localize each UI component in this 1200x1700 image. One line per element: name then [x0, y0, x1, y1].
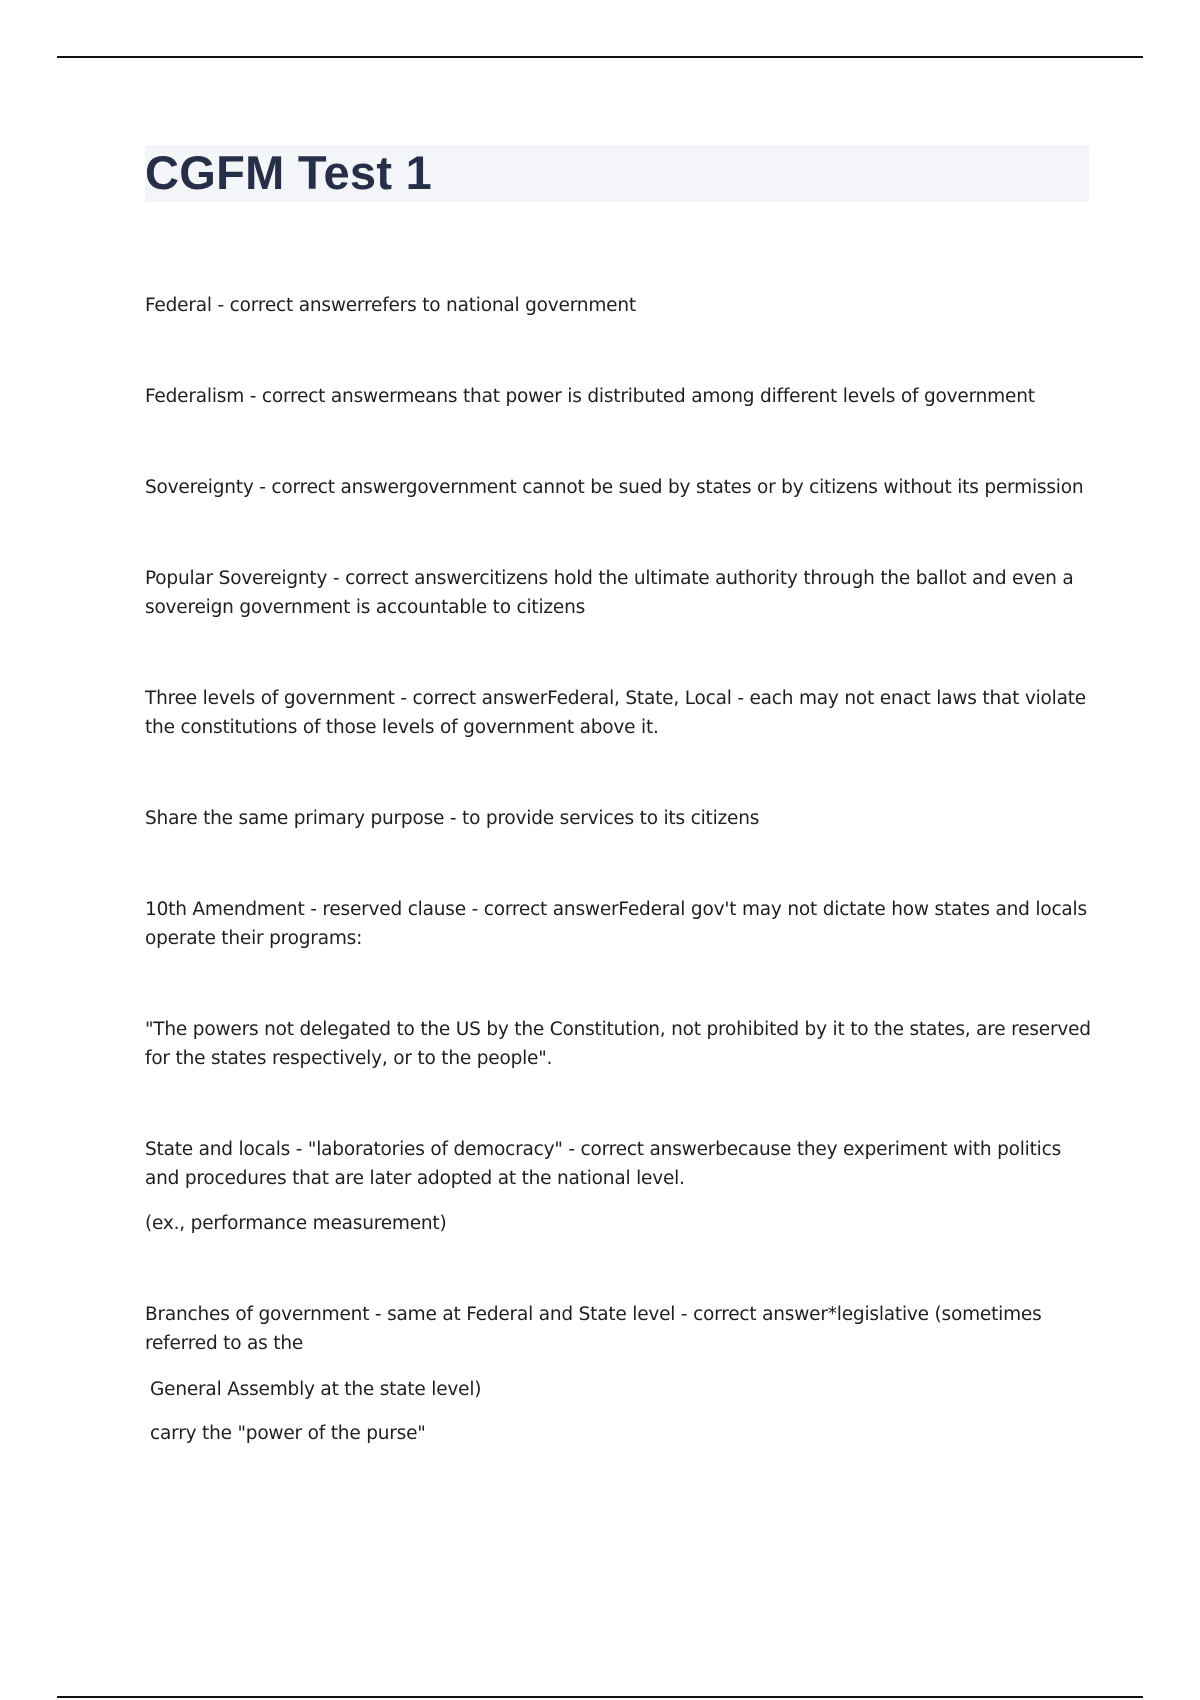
entry-powers-quote: "The powers not delegated to the US by the Constitution, not prohibited by it to the states, are reserved for the states respectively, or to the people".	[145, 1019, 1091, 1069]
top-rule	[57, 56, 1143, 58]
entry-general-assembly: General Assembly at the state level)	[150, 1379, 482, 1400]
entry-power-of-purse: carry the "power of the purse"	[150, 1423, 426, 1444]
bottom-rule	[57, 1696, 1143, 1698]
entry-popular-sovereignty: Popular Sovereignty - correct answercitizens hold the ultimate authority through the ballot and even a sovereign government is accountable to citizens	[145, 568, 1074, 618]
page-title: CGFM Test 1	[145, 146, 433, 199]
entry-three-levels: Three levels of government - correct answerFederal, State, Local - each may not enact laws that violate the constitutions of those levels of government above it.	[145, 688, 1086, 738]
entry-sovereignty: Sovereignty - correct answergovernment cannot be sued by states or by citizens without its permission	[145, 477, 1084, 498]
entry-example: (ex., performance measurement)	[145, 1213, 447, 1234]
entry-tenth-amendment: 10th Amendment - reserved clause - correct answerFederal gov't may not dictate how states and locals operate their programs:	[145, 899, 1087, 949]
entry-branches: Branches of government - same at Federal and State level - correct answer*legislative (sometimes referred to as the	[145, 1304, 1042, 1354]
entry-primary-purpose: Share the same primary purpose - to provide services to its citizens	[145, 808, 760, 829]
entry-laboratories: State and locals - "laboratories of democracy" - correct answerbecause they experiment with politics and procedures that are later adopted at the national level.	[145, 1139, 1062, 1189]
entry-federal: Federal - correct answerrefers to national government	[145, 295, 636, 316]
entry-federalism: Federalism - correct answermeans that power is distributed among different levels of government	[145, 386, 1035, 407]
